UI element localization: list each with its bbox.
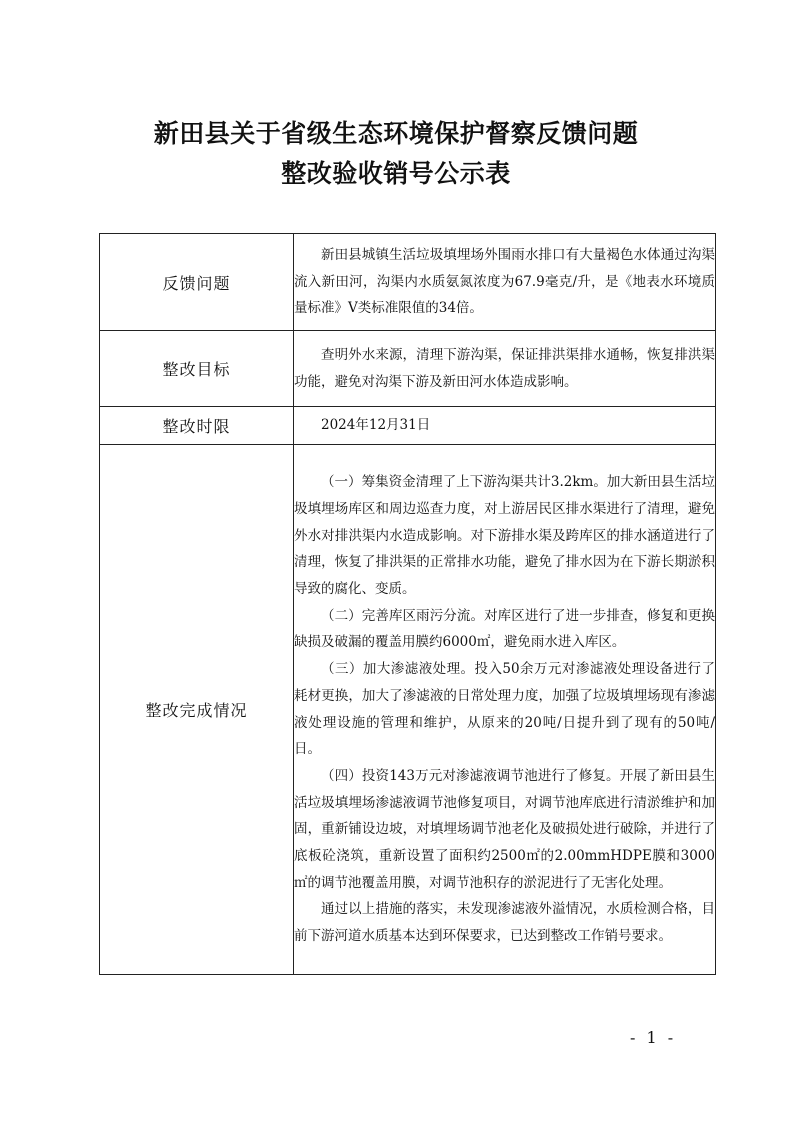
goal-text: 查明外水来源，清理下游沟渠，保证排洪渠排水通畅，恢复排洪渠功能，避免对沟渠下游及新田河水体造成影响。 — [294, 346, 715, 390]
page-title-line-1: 新田县关于省级生态环境保护督察反馈问题 — [153, 119, 639, 148]
table-row-deadline — [100, 407, 716, 445]
page-number: - 1 - — [630, 1028, 677, 1047]
feedback-label: 反馈问题 — [100, 234, 294, 331]
deadline-content — [294, 407, 716, 445]
deadline-label: 整改时限 — [100, 407, 294, 445]
goal-label: 整改目标 — [100, 331, 294, 407]
table-row-completion — [100, 445, 716, 975]
completion-paragraph-2: （二）完善库区雨污分流。对库区进行了进一步排查，修复和更换缺损及破漏的覆盖用膜约6000㎡，避免雨水进入库区。 — [294, 607, 715, 651]
completion-paragraph-3: （三）加大渗滤液处理。投入50余万元对渗滤液处理设备进行了耗材更换，加大了渗滤液的日常处理力度，加强了垃圾填埋场现有渗滤液处理设施的管理和维护，从原来的20吨/日提升到了现有的50吨/日。 — [294, 661, 715, 758]
feedback-text: 新田县城镇生活垃圾填埋场外围雨水排口有大量褐色水体通过沟渠流入新田河，沟渠内水质氨氮浓度为67.9毫克/升，是《地表水环境质量标准》Ⅴ类标准限值的34倍。 — [294, 246, 715, 317]
table-row-feedback — [100, 234, 716, 331]
table-row-goal — [100, 331, 716, 407]
completion-paragraph-1: （一）筹集资金清理了上下游沟渠共计3.2km。加大新田县生活垃圾填埋场库区和周边巡查力度，对上游居民区排水渠进行了清理，避免外水对排洪渠内水造成影响。对下游排水渠及跨库区的排水涵道进行了清理，恢复了排洪渠的正常排水功能，避免了排水因为在下游长期淤积导致的腐化、变质。 — [294, 474, 715, 597]
deadline-text: 2024年12月31日 — [321, 417, 431, 434]
completion-label: 整改完成情况 — [100, 445, 294, 975]
completion-paragraph-4: （四）投资143万元对渗滤液调节池进行了修复。开展了新田县生活垃圾填埋场渗滤液调节池修复项目，对调节池库底进行清淤维护和加固，重新铺设边坡，对填埋场调节池老化及破损处进行破除，并进行了底板砼浇筑，重新设置了面积约2500㎡的2.00mmHDPE膜和3000㎡的调节池覆盖用膜，对调节池积存的淤泥进行了无害化处理。 — [294, 767, 715, 891]
rectification-table — [99, 233, 716, 975]
feedback-content — [294, 234, 716, 331]
page-title-line-2: 整改验收销号公示表 — [281, 159, 511, 188]
page-title — [0, 114, 792, 194]
completion-paragraph-5: 通过以上措施的落实，未发现渗滤液外溢情况，水质检测合格，目前下游河道水质基本达到环保要求，已达到整改工作销号要求。 — [294, 901, 715, 945]
completion-content — [294, 445, 716, 975]
goal-content — [294, 331, 716, 407]
